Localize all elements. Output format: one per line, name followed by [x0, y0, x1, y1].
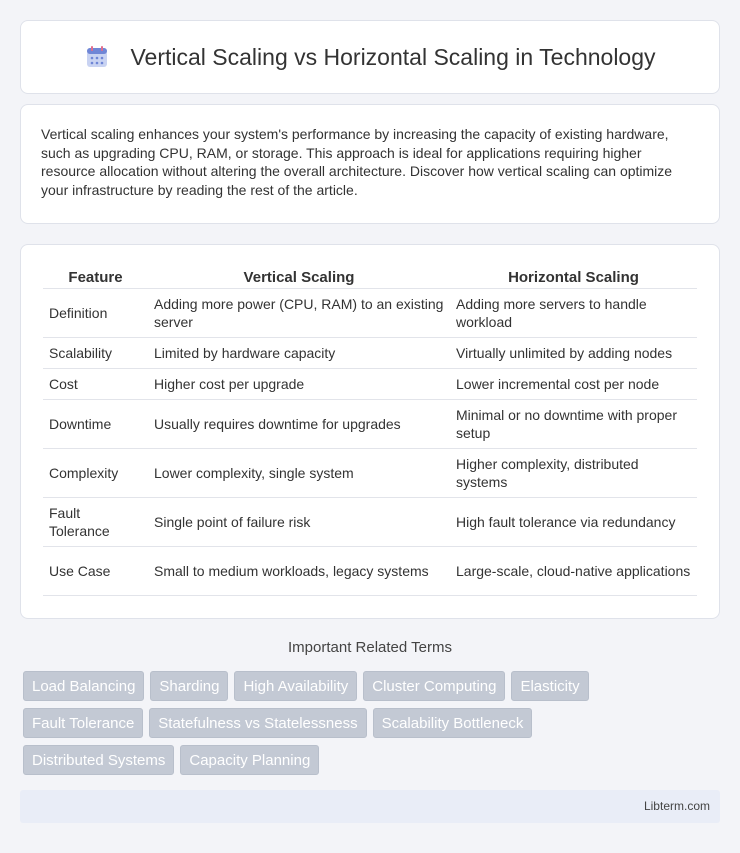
intro-text: Vertical scaling enhances your system's performance by increasing the capacity of existing hardware, such as upgrading CPU, RAM, or storage. This approach is ideal for applications requiring higher resource allocation without altering the overall architecture. Discover how vertical scaling can optimize your infrastructure by reading the rest of the article.: [41, 126, 673, 198]
tag-row: [23, 671, 723, 701]
related-terms-title: Important Related Terms: [288, 639, 452, 656]
table-cell: Downtime: [43, 400, 148, 449]
table-row: [43, 369, 697, 400]
table-header-row: [43, 265, 697, 289]
tag-high-availability[interactable]: High Availability: [234, 671, 357, 701]
table-row: [43, 498, 697, 547]
table-cell: Small to medium workloads, legacy systems: [148, 547, 450, 596]
table-row: [43, 400, 697, 449]
table-cell: Fault Tolerance: [43, 498, 148, 547]
table-cell: Virtually unlimited by adding nodes: [450, 338, 697, 369]
tag-elasticity[interactable]: Elasticity: [511, 671, 588, 701]
table-cell: Large-scale, cloud-native applications: [450, 547, 697, 596]
table-cell: Single point of failure risk: [148, 498, 450, 547]
table-cell: Complexity: [43, 449, 148, 498]
tag-row: [23, 708, 723, 738]
tag-cluster-computing[interactable]: Cluster Computing: [363, 671, 505, 701]
comparison-table: [43, 265, 697, 596]
tag-statefulness-vs-statelessness[interactable]: Statefulness vs Statelessness: [149, 708, 366, 738]
comparison-card: [20, 244, 720, 619]
tag-fault-tolerance[interactable]: Fault Tolerance: [23, 708, 143, 738]
table-cell: Limited by hardware capacity: [148, 338, 450, 369]
related-terms-tags: [23, 671, 723, 782]
header-feature: Feature: [43, 265, 148, 289]
footer-site-link[interactable]: Libterm.com: [643, 799, 710, 813]
table-cell: Minimal or no downtime with proper setup: [450, 400, 697, 449]
table-row: [43, 449, 697, 498]
tag-capacity-planning[interactable]: Capacity Planning: [180, 745, 319, 775]
footer: [20, 790, 720, 823]
intro-card: [20, 104, 720, 224]
page-title: Vertical Scaling vs Horizontal Scaling in Technology: [130, 43, 656, 70]
table-cell: Lower incremental cost per node: [450, 369, 697, 400]
table-cell: Higher complexity, distributed systems: [450, 449, 697, 498]
tag-sharding[interactable]: Sharding: [150, 671, 228, 701]
table-cell: Higher cost per upgrade: [148, 369, 450, 400]
table-cell: Scalability: [43, 338, 148, 369]
table-cell: Cost: [43, 369, 148, 400]
table-row: [43, 547, 697, 596]
title-card: [20, 20, 720, 94]
table-cell: Lower complexity, single system: [148, 449, 450, 498]
tag-load-balancing[interactable]: Load Balancing: [23, 671, 144, 701]
table-cell: Usually requires downtime for upgrades: [148, 400, 450, 449]
header-horizontal: Horizontal Scaling: [450, 265, 697, 289]
tag-scalability-bottleneck[interactable]: Scalability Bottleneck: [373, 708, 533, 738]
calendar-icon: [84, 44, 110, 70]
table-cell: High fault tolerance via redundancy: [450, 498, 697, 547]
table-row: [43, 289, 697, 338]
table-cell: Adding more power (CPU, RAM) to an existing server: [148, 289, 450, 338]
header-vertical: Vertical Scaling: [148, 265, 450, 289]
tag-row: [23, 745, 723, 775]
table-cell: Adding more servers to handle workload: [450, 289, 697, 338]
tag-distributed-systems[interactable]: Distributed Systems: [23, 745, 174, 775]
table-cell: Definition: [43, 289, 148, 338]
table-cell: Use Case: [43, 547, 148, 596]
table-row: [43, 338, 697, 369]
